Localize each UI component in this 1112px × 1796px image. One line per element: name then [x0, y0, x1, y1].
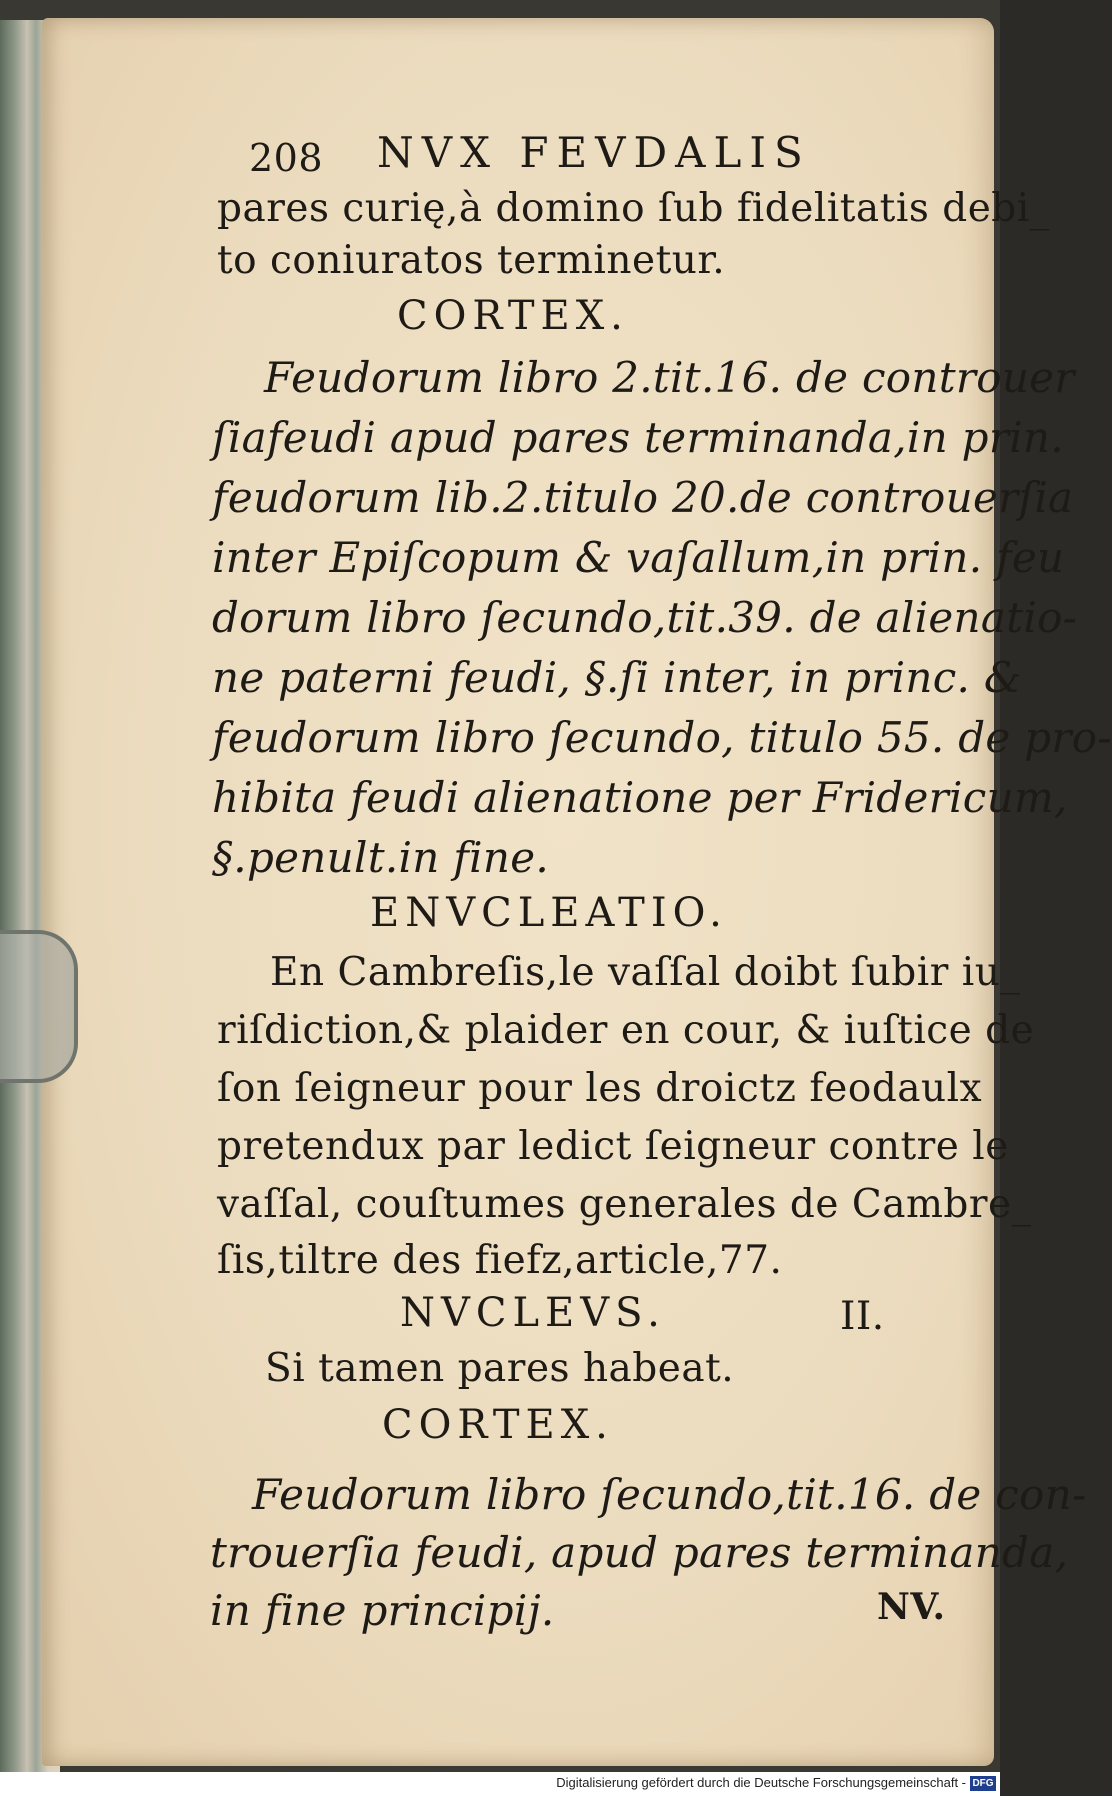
text-line-16: ſon ſeigneur pour les droictz feodaulx: [217, 1066, 983, 1111]
text-line-1: pares curię,à domino ſub fidelitatis debi_: [217, 186, 1050, 231]
section-heading-cortex-2: CORTEX.: [382, 1402, 614, 1448]
section-heading-enucleatio: ENVCLEATIO.: [370, 890, 728, 936]
text-line-21: Si tamen pares habeat.: [265, 1346, 735, 1391]
digitization-credit-bar: [0, 1772, 1000, 1796]
text-line-19: ſis,tiltre des fiefz,article,77.: [217, 1238, 783, 1283]
book-clasp: [0, 930, 78, 1083]
text-line-18: vaſſal, couſtumes generales de Cambre_: [217, 1182, 1032, 1227]
text-line-25: in fine principij.: [210, 1586, 555, 1635]
text-line-15: riſdiction,& plaider en cour, & iuſtice de: [217, 1008, 1035, 1053]
catchword: NV.: [877, 1586, 946, 1628]
section-heading-cortex: CORTEX.: [397, 293, 629, 339]
page-number: 208: [249, 136, 324, 180]
text-line-2: to coniuratos terminetur.: [217, 238, 726, 283]
text-line-7: inter Epiſcopum & vaſallum,in prin. feu: [212, 533, 1065, 582]
text-line-14: En Cambreſis,le vaſſal doibt ſubir iu_: [270, 950, 1021, 995]
text-line-23: Feudorum libro ſecundo,tit.16. de con-: [252, 1470, 1087, 1519]
text-line-9: ne paterni feudi, §.ſi inter, in princ. &: [212, 653, 1022, 702]
text-line-24: trouerſia feudi, apud pares terminanda,: [210, 1528, 1069, 1577]
nucleus-number: II.: [840, 1294, 885, 1339]
book-page: [42, 18, 1112, 1766]
text-line-10: feudorum libro ſecundo, titulo 55. de pro-: [212, 713, 1112, 762]
text-line-6: feudorum lib.2.titulo 20.de controuerſia: [212, 473, 1074, 522]
digitization-credit-text: Digitalisierung gefördert durch die Deutsche Forschungsgemeinschaft -: [556, 1775, 966, 1790]
text-line-11: hibita feudi alienatione per Fridericum,: [212, 773, 1068, 822]
text-line-12: §.penult.in fine.: [212, 833, 550, 882]
text-line-8: dorum libro ſecundo,tit.39. de alienatio-: [212, 593, 1078, 642]
dfg-logo: DFG: [970, 1776, 996, 1791]
text-line-4: Feudorum libro 2.tit.16. de controuer: [264, 353, 1075, 402]
text-line-5: ſiafeudi apud pares terminanda,in prin.: [212, 413, 1064, 462]
text-line-17: pretendux par ledict ſeigneur contre le: [217, 1124, 1009, 1169]
section-heading-nucleus: NVCLEVS.: [400, 1290, 666, 1336]
running-title: NVX FEVDALIS: [377, 128, 811, 177]
